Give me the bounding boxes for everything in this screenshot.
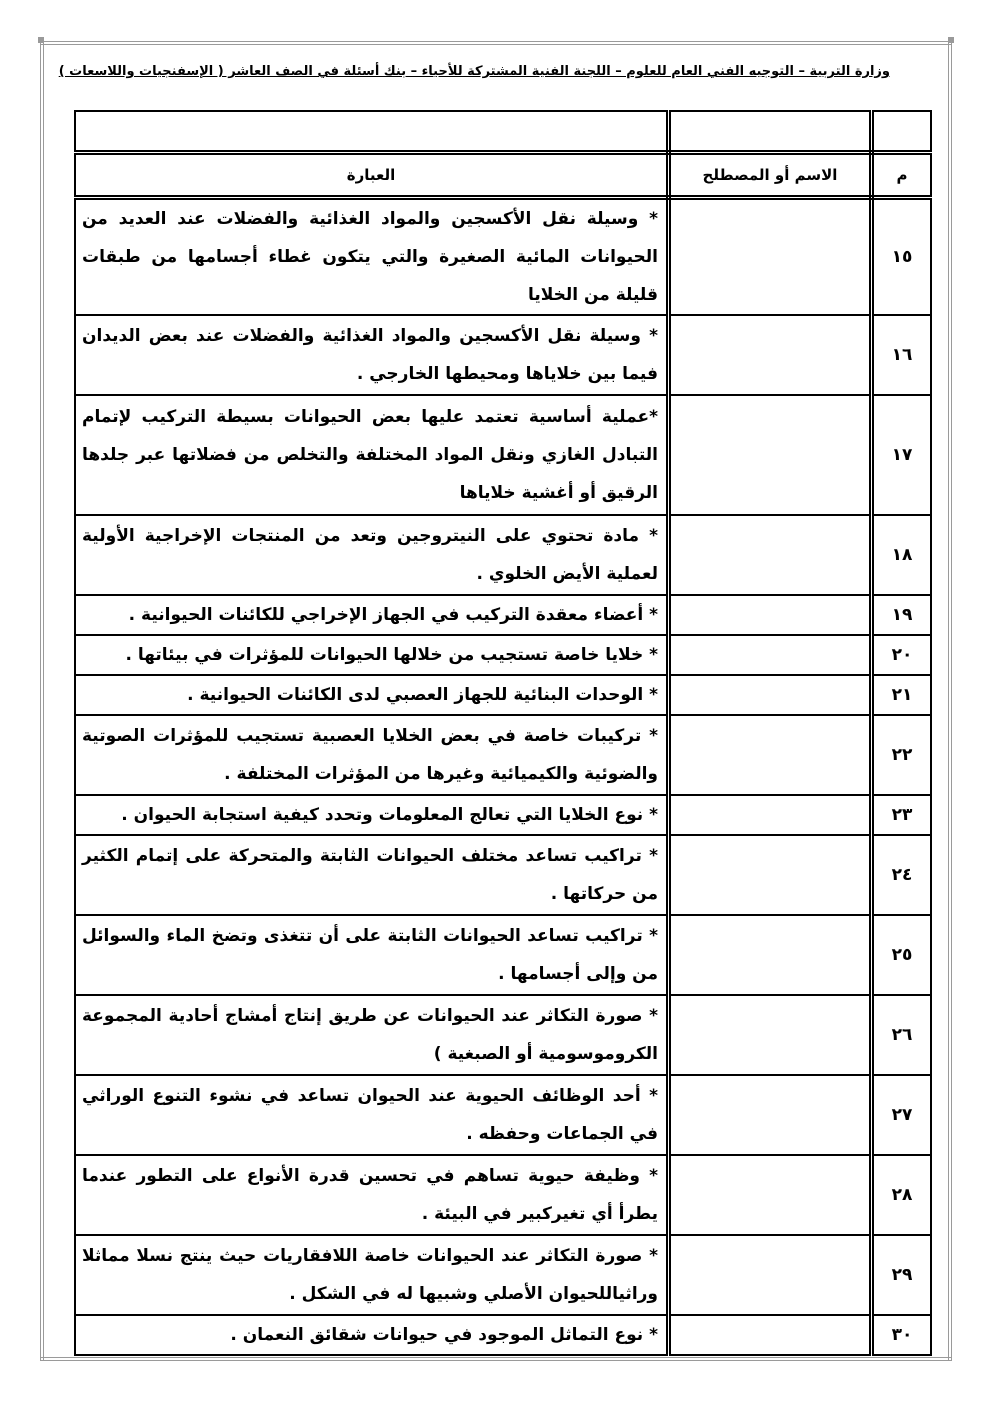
page-border-top — [40, 41, 952, 45]
term-answer-cell[interactable] — [669, 595, 872, 635]
term-answer-cell[interactable] — [669, 1235, 872, 1315]
row-number: ١٥ — [872, 198, 932, 316]
row-number: ٢٢ — [872, 715, 932, 795]
row-number: ٣٠ — [872, 1315, 932, 1355]
row-number: ١٧ — [872, 395, 932, 515]
blank-num-cell — [872, 111, 932, 153]
page-border-right — [948, 41, 952, 1361]
page-border-left — [40, 41, 44, 1361]
term-answer-cell[interactable] — [669, 1075, 872, 1155]
row-number: ٢٠ — [872, 635, 932, 675]
table-row — [75, 995, 931, 1075]
term-answer-cell[interactable] — [669, 198, 872, 316]
row-number: ١٦ — [872, 315, 932, 395]
row-number: ١٨ — [872, 515, 932, 595]
statement-cell: * صورة التكاثر عند الحيوانات عن طريق إنتاج أمشاج أحادية المجموعة الكروموسومية أو الصبغية ) — [75, 995, 669, 1075]
table-row — [75, 395, 931, 515]
table-row — [75, 595, 931, 635]
question-table — [74, 110, 932, 1356]
page-border-bottom — [40, 1357, 952, 1361]
row-number: ٢٤ — [872, 835, 932, 915]
table-row — [75, 1155, 931, 1235]
table-row — [75, 1075, 931, 1155]
statement-cell: * الوحدات البنائية للجهاز العصبي لدى الكائنات الحيوانية . — [75, 675, 669, 715]
row-number: ٢٨ — [872, 1155, 932, 1235]
statement-cell: * وسيلة نقل الأكسجين والمواد الغذائية والفضلات عند بعض الديدان فيما بين خلاياها ومحيطها الخارجي . — [75, 315, 669, 395]
statement-cell: * تركيبات خاصة في بعض الخلايا العصبية تستجيب للمؤثرات الصوتية والضوئية والكيميائية وغيرها من المؤثرات المختلفة . — [75, 715, 669, 795]
row-number: ٢٣ — [872, 795, 932, 835]
header-statement: العبارة — [75, 153, 669, 198]
term-answer-cell[interactable] — [669, 835, 872, 915]
statement-cell: * وظيفة حيوية تساهم في تحسين قدرة الأنواع على التطور عندما يطرأ أي تغيركبير في البيئة . — [75, 1155, 669, 1235]
term-answer-cell[interactable] — [669, 315, 872, 395]
statement-cell: *عملية أساسية تعتمد عليها بعض الحيوانات بسيطة التركيب لإتمام التبادل الغازي ونقل المواد المختلفة والتخلص من فضلاتها عبر جلدها الرقيق أو أغشية خلاياها — [75, 395, 669, 515]
table-row — [75, 795, 931, 835]
term-answer-cell[interactable] — [669, 1315, 872, 1355]
table-row — [75, 315, 931, 395]
term-answer-cell[interactable] — [669, 675, 872, 715]
table-row — [75, 715, 931, 795]
table-blank-row — [75, 111, 931, 153]
term-answer-cell[interactable] — [669, 715, 872, 795]
table-row — [75, 1235, 931, 1315]
header-num: م — [872, 153, 932, 198]
table-row — [75, 635, 931, 675]
term-answer-cell[interactable] — [669, 1155, 872, 1235]
term-answer-cell[interactable] — [669, 395, 872, 515]
document-header: وزارة التربية – التوجيه الفني العام للعلوم – اللجنة الفنية المشتركة للأحياء – بنك أسئلة في الصف العاشر ( الإسفنجيات واللاسعات ) — [58, 64, 890, 79]
statement-cell: * نوع الخلايا التي تعالج المعلومات وتحدد كيفية استجابة الحيوان . — [75, 795, 669, 835]
table-row — [75, 835, 931, 915]
statement-cell: * تراكيب تساعد الحيوانات الثابتة على أن تتغذى وتضخ الماء والسوائل من وإلى أجسامها . — [75, 915, 669, 995]
statement-cell: * نوع التماثل الموجود في حيوانات شقائق النعمان . — [75, 1315, 669, 1355]
term-answer-cell[interactable] — [669, 635, 872, 675]
statement-cell: * أعضاء معقدة التركيب في الجهاز الإخراجي للكائنات الحيوانية . — [75, 595, 669, 635]
statement-cell: * تراكيب تساعد مختلف الحيوانات الثابتة والمتحركة على إتمام الكثير من حركاتها . — [75, 835, 669, 915]
term-answer-cell[interactable] — [669, 915, 872, 995]
row-number: ١٩ — [872, 595, 932, 635]
blank-statement-cell — [75, 111, 669, 153]
statement-cell: * مادة تحتوي على النيتروجين وتعد من المنتجات الإخراجية الأولية لعملية الأيض الخلوي . — [75, 515, 669, 595]
statement-cell: * خلايا خاصة تستجيب من خلالها الحيوانات للمؤثرات في بيئاتها . — [75, 635, 669, 675]
statement-cell: * صورة التكاثر عند الحيوانات خاصة اللافقاريات حيث ينتج نسلا مماثلا وراثياللحيوان الأصلي وشبيها له في الشكل . — [75, 1235, 669, 1315]
row-number: ٢٥ — [872, 915, 932, 995]
table-row — [75, 675, 931, 715]
term-answer-cell[interactable] — [669, 515, 872, 595]
blank-term-cell — [669, 111, 872, 153]
table-row — [75, 515, 931, 595]
statement-cell: * وسيلة نقل الأكسجين والمواد الغذائية والفضلات عند العديد من الحيوانات المائية الصغيرة والتي يتكون غطاء أجسامها من طبقات قليلة من الخلايا — [75, 198, 669, 316]
row-number: ٢٩ — [872, 1235, 932, 1315]
header-term: الاسم أو المصطلح — [669, 153, 872, 198]
table-row — [75, 1315, 931, 1355]
row-number: ٢١ — [872, 675, 932, 715]
table-row — [75, 198, 931, 316]
row-number: ٢٧ — [872, 1075, 932, 1155]
table-header-row — [75, 153, 931, 198]
table-row — [75, 915, 931, 995]
row-number: ٢٦ — [872, 995, 932, 1075]
statement-cell: * أحد الوظائف الحيوية عند الحيوان تساعد في نشوء التنوع الوراثي في الجماعات وحفظه . — [75, 1075, 669, 1155]
term-answer-cell[interactable] — [669, 995, 872, 1075]
term-answer-cell[interactable] — [669, 795, 872, 835]
